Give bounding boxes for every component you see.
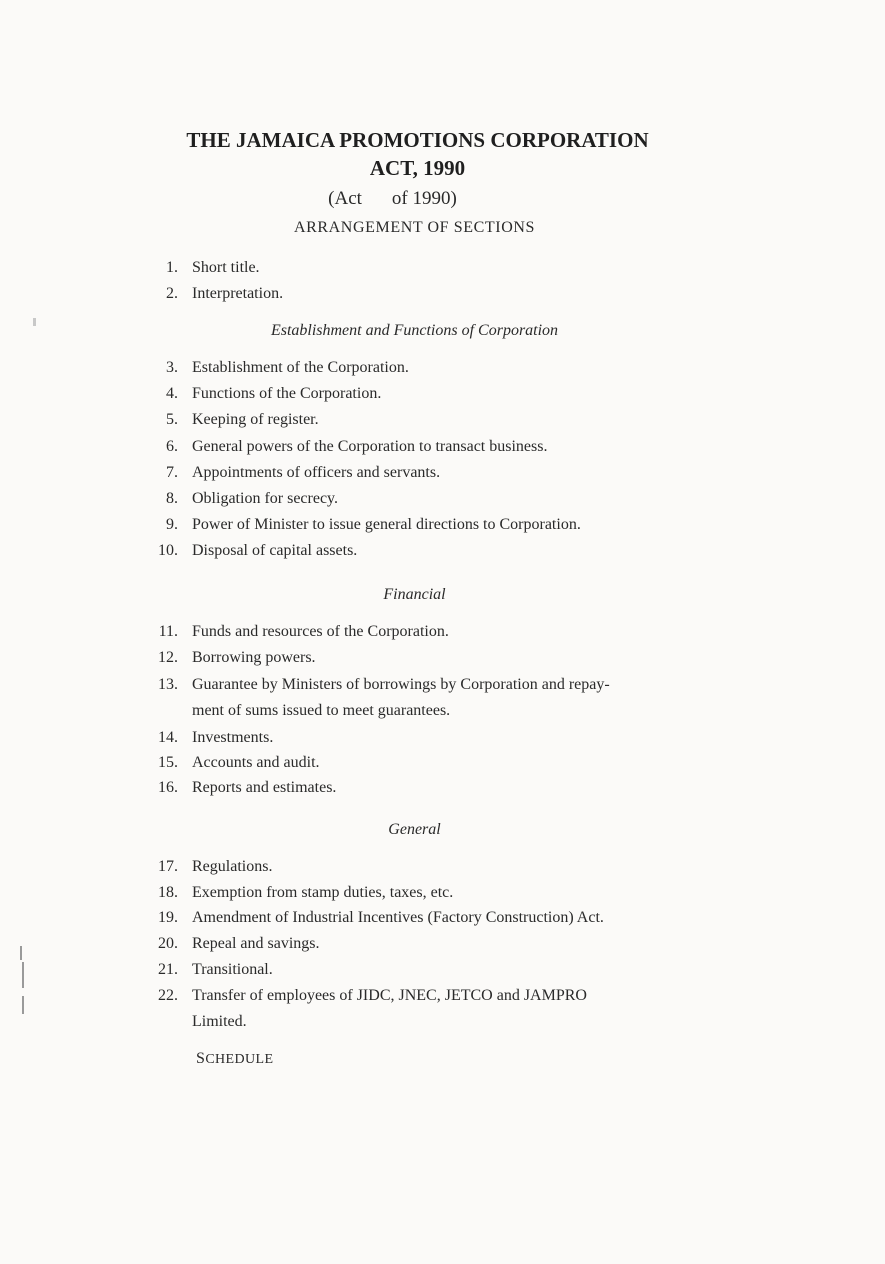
- scan-mark: [22, 996, 24, 1014]
- title-line-1: THE JAMAICA PROMOTIONS CORPORATION: [186, 128, 649, 152]
- section-number: 19.: [158, 909, 178, 926]
- heading-financial: Financial: [383, 586, 446, 603]
- section-item: [140, 486, 700, 512]
- section-number: 3.: [166, 359, 178, 376]
- section-text: Short title.: [192, 259, 260, 276]
- scan-mark: [22, 962, 24, 988]
- section-number: 17.: [158, 858, 178, 875]
- section-item: [140, 281, 700, 307]
- section-item: [140, 957, 700, 983]
- section-text: Exemption from stamp duties, taxes, etc.: [192, 884, 454, 901]
- section-number: 1.: [166, 259, 178, 276]
- section-number: 10.: [158, 542, 178, 559]
- section-text-continuation: ment of sums issued to meet guarantees.: [192, 702, 451, 719]
- arrangement-heading: ARRANGEMENT OF SECTIONS: [293, 219, 536, 236]
- section-number: 9.: [166, 516, 178, 533]
- section-number: 4.: [166, 385, 178, 402]
- section-item: [140, 381, 700, 407]
- section-number: 20.: [158, 935, 178, 952]
- section-item: [140, 355, 700, 381]
- schedule-rest: CHEDULE: [205, 1052, 274, 1067]
- act-number-right: of 1990): [391, 188, 457, 209]
- section-item: [140, 434, 700, 460]
- section-text: Transitional.: [192, 961, 273, 978]
- section-number: 6.: [166, 438, 178, 455]
- section-text: Obligation for secrecy.: [192, 490, 339, 507]
- section-number: 21.: [158, 961, 178, 978]
- section-number: 15.: [158, 754, 178, 771]
- section-item: [140, 905, 700, 931]
- act-number-left: (Act: [328, 188, 362, 209]
- section-item: [140, 460, 700, 486]
- section-number: 13.: [158, 676, 178, 693]
- section-number: 16.: [158, 779, 178, 796]
- section-item: [140, 750, 700, 776]
- section-item: [140, 255, 700, 281]
- section-number: 12.: [158, 649, 178, 666]
- section-item: [140, 880, 700, 906]
- section-item: [140, 645, 700, 671]
- section-number: 5.: [166, 411, 178, 428]
- section-text-continuation: Limited.: [192, 1013, 247, 1030]
- section-item: [140, 775, 700, 801]
- section-text: Borrowing powers.: [192, 649, 316, 666]
- section-text: Keeping of register.: [192, 411, 319, 428]
- section-text: Functions of the Corporation.: [192, 385, 382, 402]
- section-text: General powers of the Corporation to transact business.: [192, 438, 548, 455]
- section-item: [140, 407, 700, 433]
- section-number: 18.: [158, 884, 178, 901]
- section-text: Funds and resources of the Corporation.: [192, 623, 449, 640]
- scan-mark: [33, 318, 36, 326]
- heading-general: General: [388, 821, 441, 838]
- section-item: [140, 619, 700, 645]
- section-text: Establishment of the Corporation.: [192, 359, 409, 376]
- section-number: 7.: [166, 464, 178, 481]
- section-text: Amendment of Industrial Incentives (Factory Construction) Act.: [192, 909, 604, 926]
- section-text: Guarantee by Ministers of borrowings by Corporation and repay-: [192, 676, 610, 693]
- section-text: Disposal of capital assets.: [192, 542, 358, 559]
- section-item: [140, 983, 700, 1035]
- heading-establishment: Establishment and Functions of Corporation: [270, 322, 559, 339]
- section-text: Appointments of officers and servants.: [192, 464, 441, 481]
- section-item: [140, 538, 700, 564]
- schedule-first-letter: S: [196, 1050, 206, 1067]
- title-line-2: ACT, 1990: [369, 156, 466, 180]
- scan-mark: [20, 946, 22, 960]
- section-number: 14.: [158, 729, 178, 746]
- section-text: Transfer of employees of JIDC, JNEC, JETCO and JAMPRO: [192, 987, 587, 1004]
- section-text: Accounts and audit.: [192, 754, 320, 771]
- section-text: Repeal and savings.: [192, 935, 320, 952]
- act-title: [0, 126, 885, 182]
- section-item: [140, 725, 700, 751]
- section-text: Power of Minister to issue general directions to Corporation.: [192, 516, 581, 533]
- section-item: [140, 854, 700, 880]
- section-text: Regulations.: [192, 858, 273, 875]
- section-number: 22.: [158, 987, 178, 1004]
- section-number: 11.: [158, 623, 178, 640]
- section-item: [140, 931, 700, 957]
- section-text: Reports and estimates.: [192, 779, 337, 796]
- section-item: [140, 512, 700, 538]
- section-number: 2.: [166, 285, 178, 302]
- schedule-heading: [196, 1050, 273, 1068]
- section-text: Investments.: [192, 729, 274, 746]
- act-number: [0, 188, 835, 210]
- section-item: [140, 672, 700, 724]
- section-number: 8.: [166, 490, 178, 507]
- section-text: Interpretation.: [192, 285, 284, 302]
